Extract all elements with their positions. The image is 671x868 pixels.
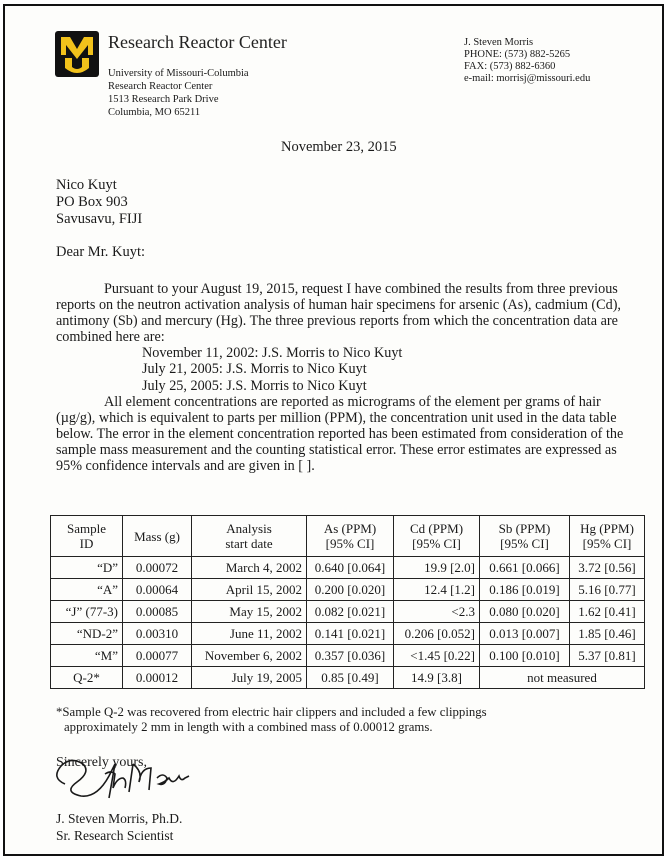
header-as: As (PPM) [95% CI] xyxy=(307,516,394,557)
address-line: Research Reactor Center xyxy=(108,81,213,92)
cell-cd: 12.4 [1.2] xyxy=(394,579,480,601)
contact-name: J. Steven Morris xyxy=(464,37,534,48)
header-date: Analysis start date xyxy=(192,516,307,557)
recipient-address: PO Box 903 xyxy=(56,194,128,210)
cell-as: 0.200 [0.020] xyxy=(307,579,394,601)
body-paragraph-2: All element concentrations are reported as micrograms of the element per grams of hair (µg/g), which is equivalent to parts per million (PPM), the concentration unit used in the data table below. The error in the element concentration reported has been estimated from consideration of the sample mass measurement and the counting statistical error. These error estimates are expressed as 95% confidence intervals and are given in [ ]. xyxy=(56,393,624,475)
org-name: Research Reactor Center xyxy=(108,32,287,52)
table-row xyxy=(51,623,645,645)
org-address xyxy=(108,67,249,119)
letter-body xyxy=(56,281,636,474)
cell-as: 0.082 [0.021] xyxy=(307,601,394,623)
cell-sb: 0.100 [0.010] xyxy=(480,645,570,667)
cell-id: Q-2* xyxy=(51,667,123,689)
reference-item: November 11, 2002: J.S. Morris to Nico Kuyt xyxy=(142,345,403,362)
cell-hg: 5.37 [0.81] xyxy=(570,645,645,667)
cell-cd: <2.3 xyxy=(394,601,480,623)
table-header-row xyxy=(51,516,645,557)
cell-mass: 0.00077 xyxy=(123,645,192,667)
cell-mass: 0.00064 xyxy=(123,579,192,601)
cell-id: “D” xyxy=(51,557,123,579)
reference-item: July 21, 2005: J.S. Morris to Nico Kuyt xyxy=(142,361,367,378)
cell-date: April 15, 2002 xyxy=(192,579,307,601)
results-table xyxy=(50,515,645,689)
address-line: 1513 Research Park Drive xyxy=(108,94,219,105)
contact-block xyxy=(464,37,590,85)
cell-cd: <1.45 [0.22] xyxy=(394,645,480,667)
cell-as: 0.141 [0.021] xyxy=(307,623,394,645)
signer-name: J. Steven Morris, Ph.D. xyxy=(56,811,183,826)
recipient-location: Savusavu, FIJI xyxy=(56,211,143,227)
table-row xyxy=(51,645,645,667)
footnote-line: approximately 2 mm in length with a combined mass of 0.00012 grams. xyxy=(64,720,433,734)
cell-sb: 0.661 [0.066] xyxy=(480,557,570,579)
header-sample-id: Sample ID xyxy=(51,516,123,557)
cell-cd: 0.206 [0.052] xyxy=(394,623,480,645)
contact-phone: PHONE: (573) 882-5265 xyxy=(464,49,571,60)
cell-date: June 11, 2002 xyxy=(192,623,307,645)
cell-hg: 1.62 [0.41] xyxy=(570,601,645,623)
salutation: Dear Mr. Kuyt: xyxy=(56,244,145,260)
contact-email[interactable]: e-mail: morrisj@missouri.edu xyxy=(464,73,591,84)
table-row xyxy=(51,601,645,623)
footnote xyxy=(56,705,487,735)
cell-date: July 19, 2005 xyxy=(192,667,307,689)
header-hg: Hg (PPM) [95% CI] xyxy=(570,516,645,557)
cell-date: November 6, 2002 xyxy=(192,645,307,667)
header-cd: Cd (PPM) [95% CI] xyxy=(394,516,480,557)
handwritten-signature xyxy=(47,746,207,806)
signer-block xyxy=(56,810,182,844)
footnote-line: *Sample Q-2 was recovered from electric hair clippers and included a few clippings xyxy=(56,705,487,719)
cell-cd: 19.9 [2.0] xyxy=(394,557,480,579)
cell-date: May 15, 2002 xyxy=(192,601,307,623)
cell-id: “J” (77-3) xyxy=(51,601,123,623)
table-row xyxy=(51,579,645,601)
cell-mass: 0.00072 xyxy=(123,557,192,579)
address-line: University of Missouri-Columbia xyxy=(108,68,249,79)
cell-id: “ND-2” xyxy=(51,623,123,645)
contact-fax: FAX: (573) 882-6360 xyxy=(464,61,556,72)
letter-page xyxy=(3,4,664,856)
cell-mass: 0.00085 xyxy=(123,601,192,623)
header-mass: Mass (g) xyxy=(123,516,192,557)
closing: Sincerely yours, xyxy=(56,755,147,770)
cell-as: 0.85 [0.49] xyxy=(307,667,394,689)
cell-cd: 14.9 [3.8] xyxy=(394,667,480,689)
letter-date: November 23, 2015 xyxy=(281,139,397,155)
recipient-block xyxy=(56,177,142,228)
cell-mass: 0.00012 xyxy=(123,667,192,689)
cell-id: “M” xyxy=(51,645,123,667)
cell-as: 0.640 [0.064] xyxy=(307,557,394,579)
cell-mass: 0.00310 xyxy=(123,623,192,645)
cell-sb: 0.186 [0.019] xyxy=(480,579,570,601)
address-line: Columbia, MO 65211 xyxy=(108,107,201,118)
cell-hg: 5.16 [0.77] xyxy=(570,579,645,601)
cell-date: March 4, 2002 xyxy=(192,557,307,579)
reference-list xyxy=(142,345,636,393)
mizzou-logo xyxy=(55,31,99,77)
cell-sb: 0.080 [0.020] xyxy=(480,601,570,623)
header-sb: Sb (PPM) [95% CI] xyxy=(480,516,570,557)
recipient-name: Nico Kuyt xyxy=(56,177,117,193)
reference-item: July 25, 2005: J.S. Morris to Nico Kuyt xyxy=(142,377,367,394)
cell-sb: 0.013 [0.007] xyxy=(480,623,570,645)
signer-title: Sr. Research Scientist xyxy=(56,828,174,843)
body-paragraph-1: Pursuant to your August 19, 2015, request I have combined the results from three previous reports on the neutron activation analysis of human hair specimens for arsenic (As), cadmium (Cd), antimony (Sb) and mercury (Hg). The three previous reports from which the concentration data are combined here are: xyxy=(56,281,621,346)
cell-hg: 1.85 [0.46] xyxy=(570,623,645,645)
cell-not-measured: not measured xyxy=(480,667,645,689)
table-row xyxy=(51,557,645,579)
cell-hg: 3.72 [0.56] xyxy=(570,557,645,579)
cell-as: 0.357 [0.036] xyxy=(307,645,394,667)
table-row xyxy=(51,667,645,689)
cell-id: “A” xyxy=(51,579,123,601)
